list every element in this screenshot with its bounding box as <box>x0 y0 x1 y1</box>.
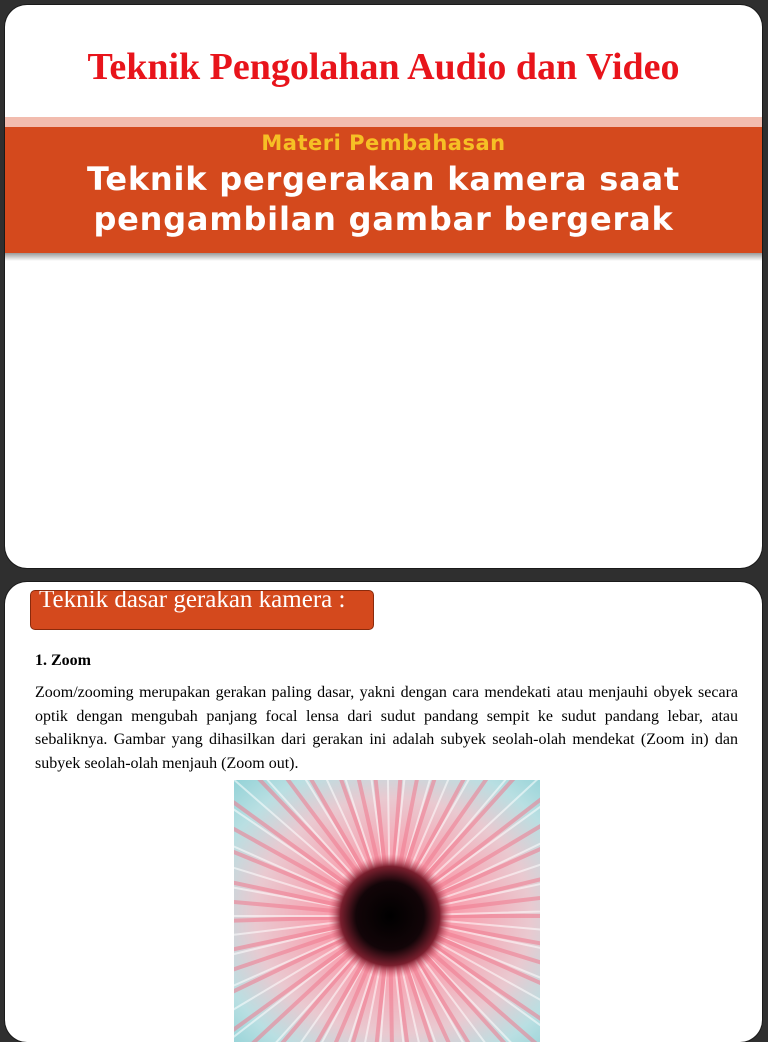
slide-title: Teknik Pengolahan Audio dan Video <box>87 46 680 88</box>
topic-heading-line-2: pengambilan gambar bergerak <box>93 200 674 238</box>
zoom-blur-flower-image <box>234 780 540 1042</box>
band-shadow <box>5 253 762 261</box>
flower-graphic <box>234 780 540 1042</box>
slide-2 <box>5 582 762 1042</box>
topic-subtitle: Materi Pembahasan <box>261 131 506 155</box>
topic-band <box>5 127 762 253</box>
topic-heading <box>5 159 762 239</box>
zoom-heading: 1. Zoom <box>35 652 91 669</box>
section-label-text: Teknik dasar gerakan kamera : <box>39 590 346 613</box>
slide-1 <box>5 5 762 568</box>
zoom-description: Zoom/zooming merupakan gerakan paling dasar, yakni dengan cara mendekati atau menjauhi obyek secara optik dengan mengubah panjang focal lensa dari sudut pandang sempit ke sudut pandang lebar, atau sebaliknya. Gambar yang dihasilkan dari gerakan ini adalah subyek seolah-olah mendekat (Zoom in) dan subyek seolah-olah menjauh (Zoom out). <box>35 684 738 772</box>
topic-heading-line-1: Teknik pergerakan kamera saat <box>86 160 681 198</box>
accent-bar <box>5 117 762 127</box>
section-label <box>30 590 374 630</box>
